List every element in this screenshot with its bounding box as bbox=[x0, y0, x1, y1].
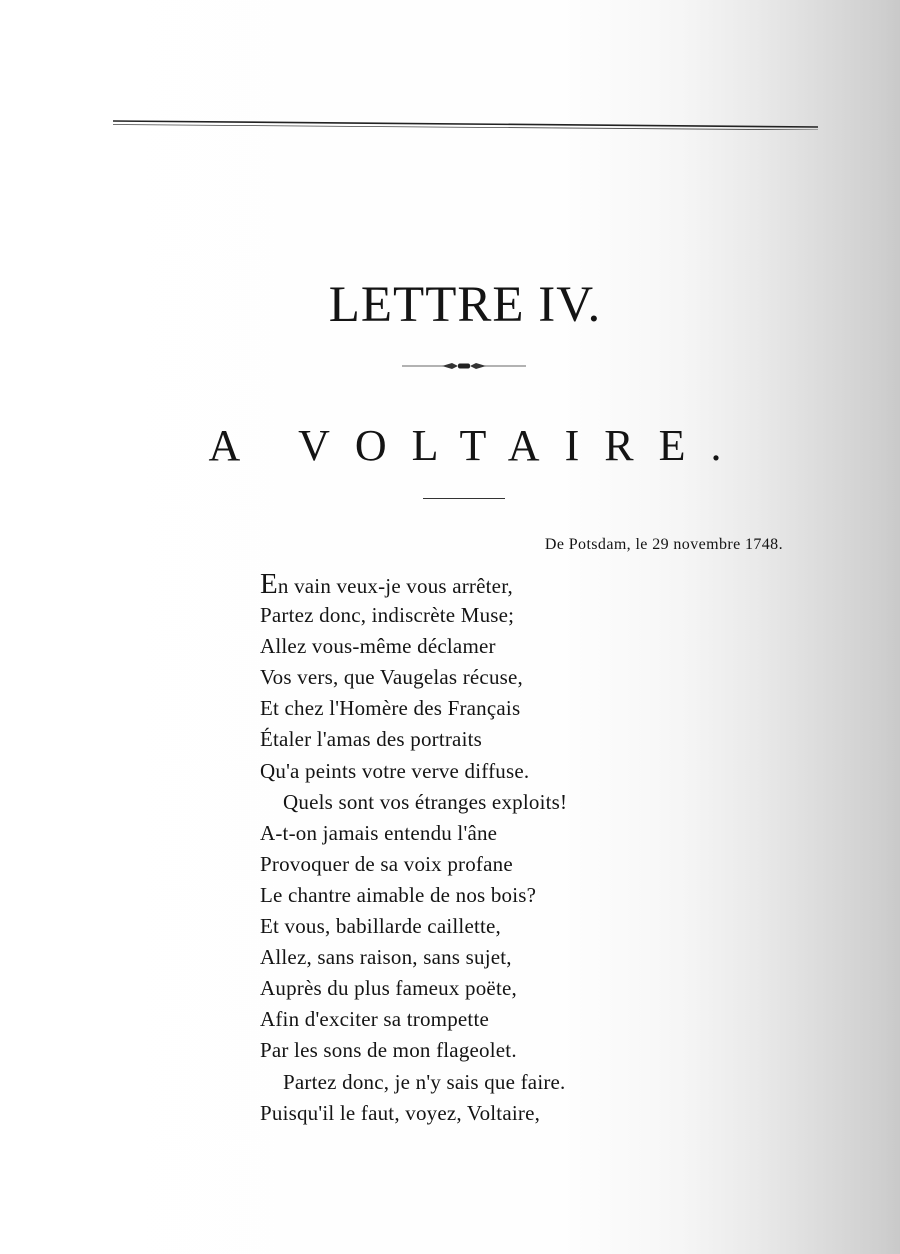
poem-line: Quels sont vos étranges exploits! bbox=[283, 789, 568, 814]
poem-line: Qu'a peints votre verve diffuse. bbox=[260, 758, 530, 783]
poem-line: Allez, sans raison, sans sujet, bbox=[260, 945, 512, 970]
poem-verses bbox=[260, 569, 720, 1129]
letter-title: LETTRE IV. bbox=[328, 277, 602, 333]
double-rule-divider bbox=[113, 118, 818, 130]
poem-line: Partez donc, je n'y sais que faire. bbox=[283, 1069, 566, 1094]
poem-line: Provoquer de sa voix profane bbox=[260, 851, 513, 876]
poem-line: Partez donc, indiscrète Muse; bbox=[260, 603, 515, 628]
poem-line: Par les sons de mon flageolet. bbox=[260, 1038, 517, 1063]
poem-line: Auprès du plus fameux poëte, bbox=[260, 976, 517, 1001]
poem-line: Étaler l'amas des portraits bbox=[260, 727, 483, 752]
poem-line: Puisqu'il le faut, voyez, Voltaire, bbox=[260, 1100, 541, 1125]
short-rule-divider bbox=[423, 498, 505, 499]
addressee-heading: A VOLTAIRE. bbox=[208, 421, 747, 470]
poem-line: Allez vous-même déclamer bbox=[260, 634, 496, 659]
poem-line: Afin d'exciter sa trompette bbox=[260, 1007, 490, 1032]
poem-line: Et vous, babillarde caillette, bbox=[260, 914, 501, 939]
poem-line: Et chez l'Homère des Français bbox=[260, 696, 521, 721]
poem-line: A-t-on jamais entendu l'âne bbox=[260, 820, 498, 845]
poem-line: Vos vers, que Vaugelas récuse, bbox=[260, 665, 523, 690]
poem-line-first-rest: n vain veux-je vous arrêter, bbox=[277, 574, 514, 598]
flourish-ornament-icon bbox=[402, 360, 526, 372]
initial-capital: E bbox=[260, 568, 278, 600]
poem-line: Le chantre aimable de nos bois? bbox=[260, 882, 537, 907]
dateline: De Potsdam, le 29 novembre 1748. bbox=[544, 536, 783, 553]
poem-line-first bbox=[260, 569, 720, 600]
